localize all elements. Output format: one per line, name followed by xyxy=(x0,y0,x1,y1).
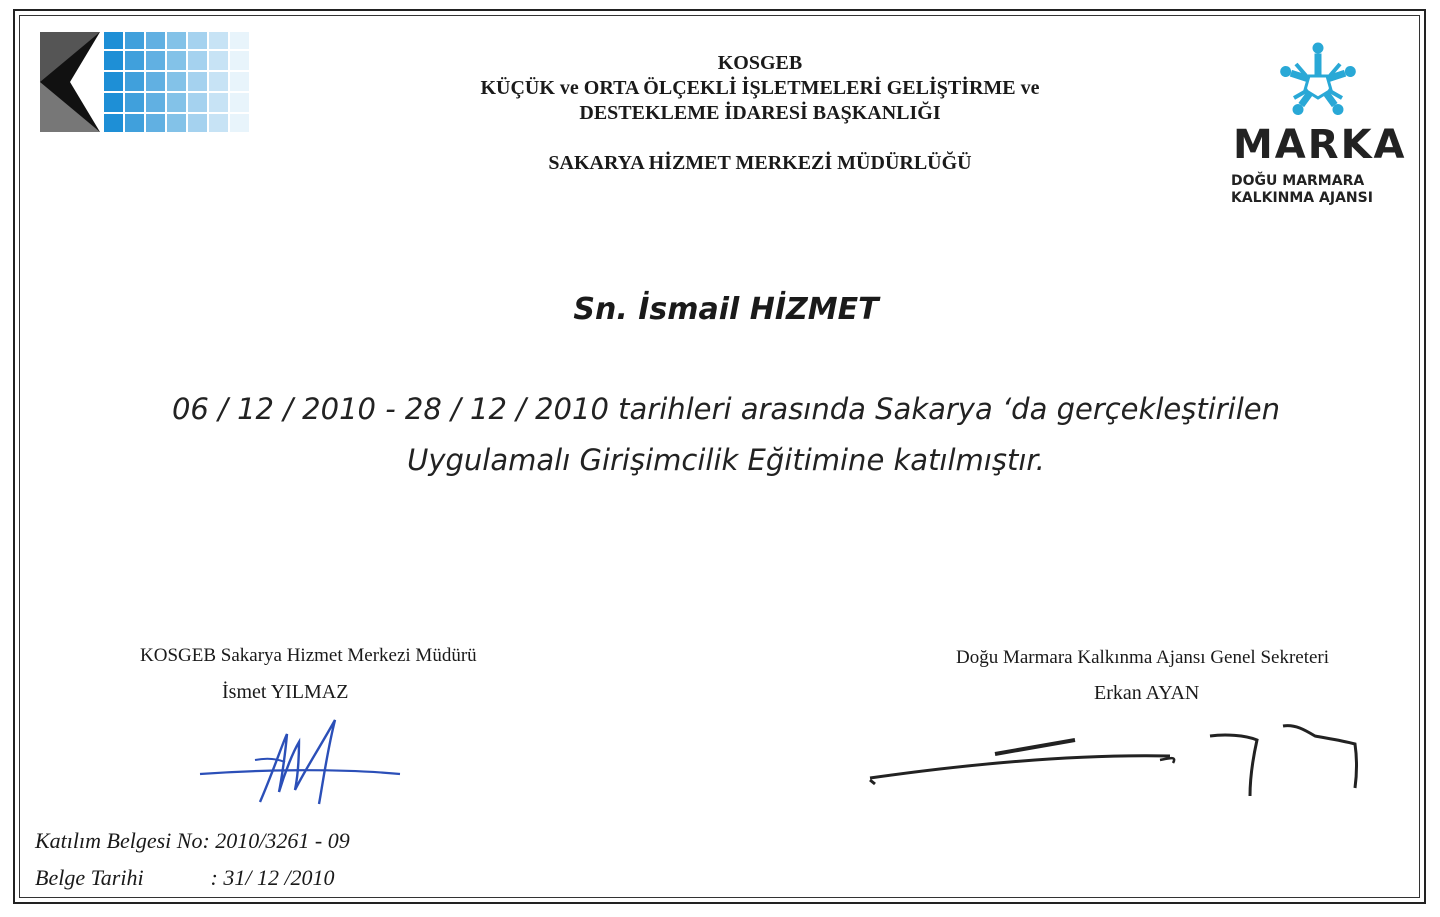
logo-grid-square xyxy=(125,93,144,112)
logo-grid-square xyxy=(167,32,186,49)
logo-grid-square xyxy=(146,114,165,132)
left-signature-image xyxy=(195,712,410,812)
header-org-line2: KÜÇÜK ve ORTA ÖLÇEKLİ İŞLETMELERİ GELİŞTİRME ve xyxy=(480,77,1040,99)
logo-grid-square xyxy=(167,72,186,91)
marka-subtitle-line1: DOĞU MARMARA xyxy=(1231,173,1365,189)
certificate-number-row xyxy=(35,828,350,854)
body-text-line2: Uygulamalı Girişimcilik Eğitimine katılmıştır. xyxy=(407,443,1045,477)
body-text-line1: 06 / 12 / 2010 - 28 / 12 / 2010 tarihleri arasında Sakarya ‘da gerçekleştirilen xyxy=(171,392,1281,426)
logo-grid-square xyxy=(104,114,123,132)
logo-grid-square xyxy=(104,51,123,70)
logo-grid-square xyxy=(146,32,165,49)
marka-subtitle-line2: KALKINMA AJANSI xyxy=(1231,190,1373,206)
logo-grid-square xyxy=(209,32,228,49)
left-signatory-title: KOSGEB Sakarya Hizmet Merkezi Müdürü xyxy=(140,645,477,666)
logo-grid-square xyxy=(209,72,228,91)
certificate-number-label: Katılım Belgesi No: xyxy=(35,828,210,853)
logo-grid-square xyxy=(167,93,186,112)
logo-grid-square xyxy=(230,93,249,112)
certificate-date-value: : 31/ 12 /2010 xyxy=(210,865,335,890)
marka-wordmark: MARKA xyxy=(1233,122,1407,168)
certificate-date-row xyxy=(35,865,335,891)
logo-grid-square xyxy=(209,51,228,70)
logo-grid-square xyxy=(230,32,249,49)
logo-grid-square xyxy=(167,114,186,132)
marka-subtitle xyxy=(1231,173,1373,207)
logo-grid-square xyxy=(188,114,207,132)
right-signature-image xyxy=(865,718,1365,803)
logo-grid-square xyxy=(125,72,144,91)
logo-grid-square xyxy=(104,32,123,49)
logo-grid-square xyxy=(146,72,165,91)
kosgeb-logo-icon xyxy=(40,32,265,132)
logo-grid-square xyxy=(125,32,144,49)
logo-grid-square xyxy=(104,72,123,91)
logo-grid-square xyxy=(125,114,144,132)
header-org-line3: DESTEKLEME İDARESİ BAŞKANLIĞI xyxy=(579,102,941,124)
recipient-name: Sn. İsmail HİZMET xyxy=(573,292,879,327)
right-signatory-name: Erkan AYAN xyxy=(1094,682,1200,704)
logo-grid-square xyxy=(230,72,249,91)
logo-grid-square xyxy=(188,93,207,112)
certificate-date-label: Belge Tarihi xyxy=(35,865,144,890)
logo-grid-square xyxy=(188,72,207,91)
logo-grid-square xyxy=(125,51,144,70)
logo-grid-square xyxy=(209,114,228,132)
logo-grid-square xyxy=(167,51,186,70)
logo-grid-square xyxy=(104,93,123,112)
logo-grid-square xyxy=(209,93,228,112)
logo-grid-square xyxy=(188,32,207,49)
left-signatory-name: İsmet YILMAZ xyxy=(222,681,349,703)
header-office-name: SAKARYA HİZMET MERKEZİ MÜDÜRLÜĞÜ xyxy=(548,152,972,174)
logo-grid-square xyxy=(146,93,165,112)
header-org-name: KOSGEB xyxy=(717,52,803,74)
logo-grid-square xyxy=(230,114,249,132)
certificate-number-value: 2010/3261 - 09 xyxy=(215,828,350,853)
right-signatory-title: Doğu Marmara Kalkınma Ajansı Genel Sekreteri xyxy=(956,647,1330,668)
logo-grid-square xyxy=(146,51,165,70)
logo-grid-square xyxy=(188,51,207,70)
logo-grid-square xyxy=(230,51,249,70)
